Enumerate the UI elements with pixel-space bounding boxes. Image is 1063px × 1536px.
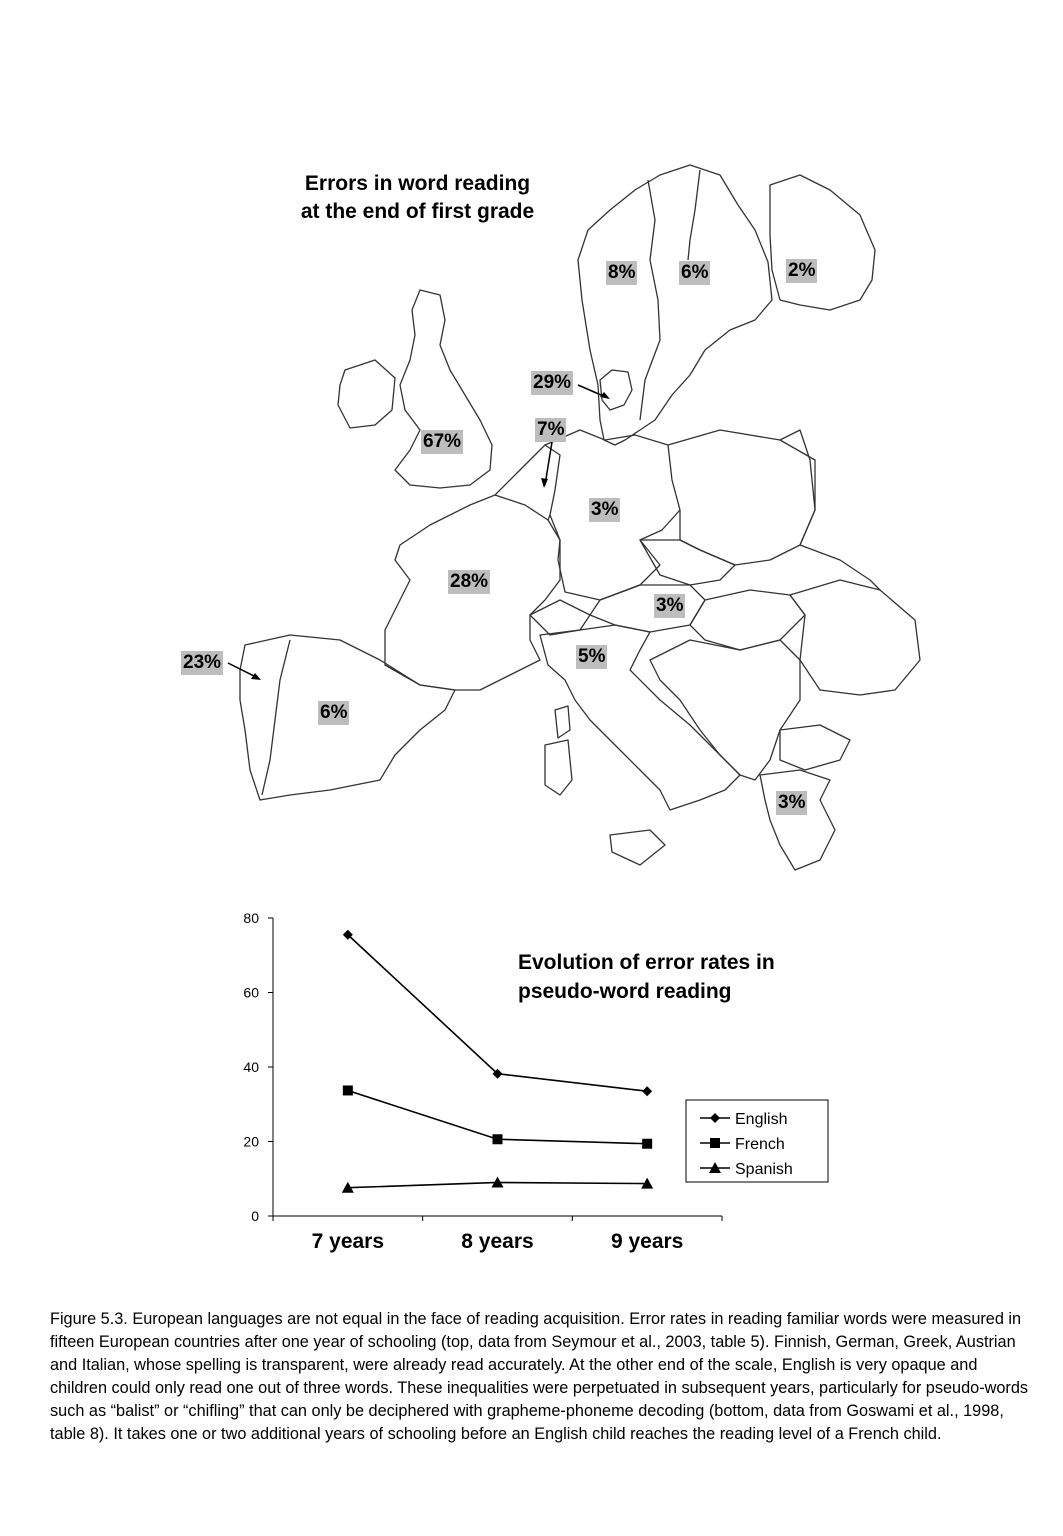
x-tick-label: 9 years [610, 1230, 684, 1253]
label-norway: 8% [608, 262, 636, 283]
finland-outline [770, 175, 875, 310]
label-sweden: 6% [681, 262, 709, 283]
bulgaria-outline [780, 725, 850, 770]
norway-sweden-border [640, 180, 660, 420]
map-title-line1: Errors in word reading [304, 172, 531, 195]
label-france: 28% [450, 571, 489, 592]
sweden-finland-gulf [688, 170, 700, 260]
label-germany: 3% [591, 499, 619, 520]
scandinavia-outline [578, 165, 772, 445]
netherlands-arrowhead [541, 478, 548, 488]
legend-label-english: English [735, 1111, 788, 1128]
hungary-outline [690, 590, 805, 650]
label-greece: 3% [778, 792, 806, 813]
y-tick-label: 80 [243, 910, 259, 926]
romania-outline [790, 580, 920, 695]
y-tick-label: 20 [243, 1133, 259, 1150]
label-netherlands: 7% [537, 419, 565, 440]
label-spain: 6% [320, 702, 348, 723]
french-point [493, 1134, 503, 1144]
y-tick-label: 60 [243, 984, 259, 1001]
chart-title: Evolution of error rates in pseudo-word reading [518, 951, 775, 1003]
belarus-ukraine-outline [780, 430, 880, 590]
legend-label-spanish: Spanish [735, 1161, 793, 1178]
sardinia-outline [545, 740, 572, 795]
french-point [642, 1139, 652, 1149]
x-tick-label: 8 years [461, 1230, 534, 1253]
x-tick-label: 7 years [311, 1230, 385, 1253]
map-title-line2: at the end of first grade [300, 200, 535, 223]
netherlands-arrow [545, 442, 552, 485]
sicily-outline [610, 830, 665, 865]
english-point [642, 1086, 652, 1096]
greece-outline [760, 770, 835, 870]
french-point [343, 1085, 353, 1095]
chart-legend [686, 1100, 828, 1182]
ireland-outline [338, 360, 395, 428]
label-denmark: 29% [533, 372, 572, 393]
denmark-outline [600, 370, 632, 410]
map-title [250, 170, 585, 226]
label-austria: 3% [656, 595, 684, 616]
label-finland: 2% [788, 260, 816, 281]
label-italy: 5% [578, 646, 606, 667]
legend-marker-french [710, 1138, 720, 1148]
portugal-arrowhead [251, 673, 261, 680]
austria-outline [590, 585, 705, 632]
corsica-outline [555, 706, 570, 738]
figure-caption: Figure 5.3. European languages are not equal in the face of reading acquisition. Error rates in reading familiar words were measured in fifteen European countries after one year of schooling (top, data from Seymour et al., 2003, table 5). Finnish, German, Greek, Austrian and Italian, whose spelling is transparent, were already read accurately. At the other end of the scale, English is very opaque and children could only read one out of three words. These inequalities were perpetuated in subsequent years, particularly for pseudo-words such as “balist” or “chifling” that can only be deciphered with grapheme-phoneme decoding (bottom, data from Goswami et al., 1998, table 8). It takes one or two additional years of schooling before an English child reaches the reading level of a French child. [50, 1310, 1029, 1443]
y-tick-label: 40 [243, 1059, 259, 1075]
legend-label-french: French [735, 1136, 785, 1153]
y-tick-label: 0 [251, 1208, 259, 1224]
label-portugal: 23% [183, 652, 222, 673]
great-britain-outline [395, 290, 492, 488]
label-uk: 67% [423, 431, 462, 452]
spain-portugal-border [262, 640, 290, 795]
czech-outline [640, 540, 735, 585]
